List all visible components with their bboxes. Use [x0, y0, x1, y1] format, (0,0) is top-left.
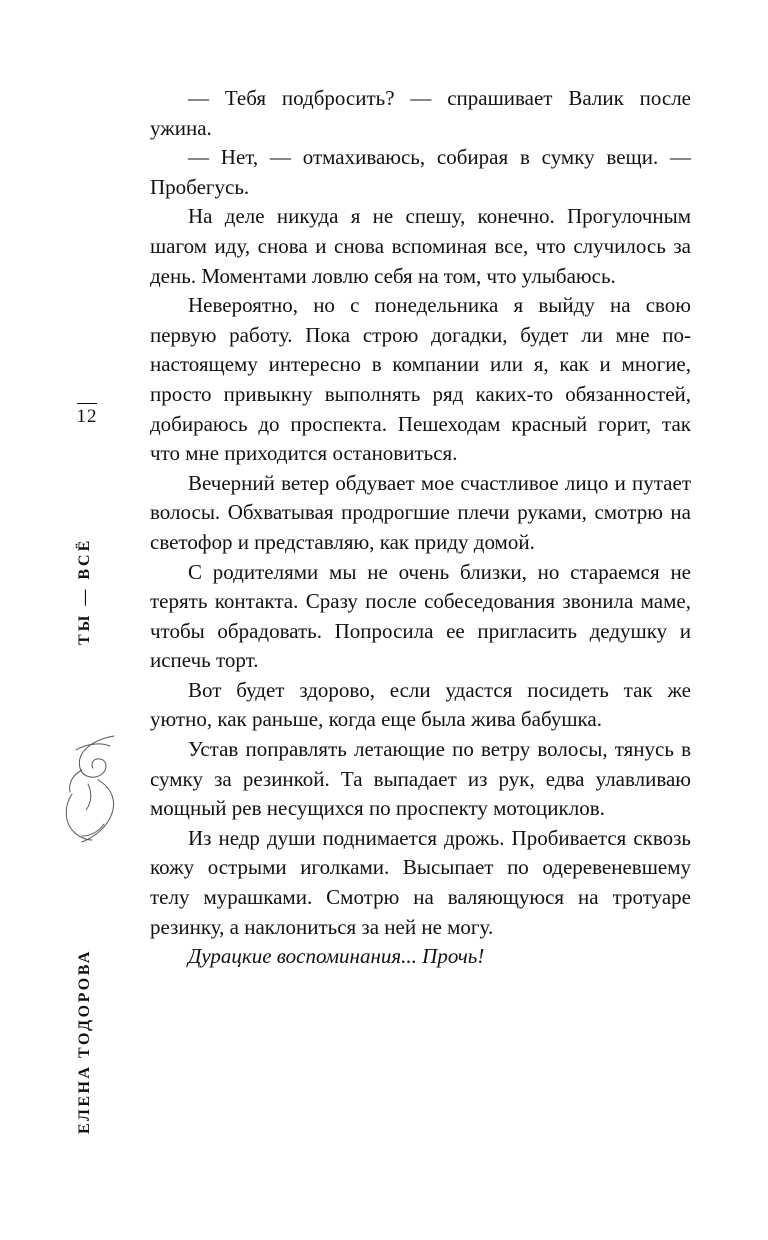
- paragraph: С родителями мы не очень близки, но стараемся не терять контакта. Сразу после собеседования звонила маме, чтобы обрадовать. Попросила ее пригласить дедушку и испечь торт.: [150, 559, 691, 673]
- paragraph: Из недр души поднимается дрожь. Пробивается сквозь кожу острыми иголками. Высыпает по одеревеневшему телу мурашками. Смотрю на валяющуюся на тротуаре резинку, а наклониться за ней не могу.: [150, 825, 691, 939]
- paragraphs-container: [150, 84, 691, 972]
- page-number-block: [74, 403, 100, 426]
- paragraph: Устав поправлять летающие по ветру волосы, тянусь в сумку за резинкой. Та выпадает из рук, едва улавливаю мощный рев несущихся по проспекту мотоциклов.: [150, 737, 691, 821]
- author-name-vertical: ЕЛЕНА ТОДОРОВА: [76, 949, 93, 1134]
- paragraph: — Тебя подбросить? — спрашивает Валик после ужина.: [150, 86, 691, 140]
- paragraph: На деле никуда я не спешу, конечно. Прогулочным шагом иду, снова и снова вспоминая все, что случилось за день. Моментами ловлю себя на том, что улыбаюсь.: [150, 204, 691, 288]
- paragraph: — Нет, — отмахиваюсь, собирая в сумку вещи. — Пробегусь.: [150, 145, 691, 199]
- paragraph: Дурацкие воспоминания... Прочь!: [188, 944, 485, 969]
- book-title-vertical: ТЫ — ВСЁ: [76, 537, 93, 645]
- paragraph: Вечерний ветер обдувает мое счастливое лицо и путает волосы. Обхватывая продрогшие плечи руками, смотрю на светофор и представляю, как приду домой.: [150, 470, 691, 554]
- paragraph: Невероятно, но с понедельника я выйду на свою первую работу. Пока строю догадки, будет ли мне по-настоящему интересно в компании или я, как и многие, просто привыкну выполнять ряд каких-то обязанностей, добираюсь до проспекта. Пешеходам красный горит, так что мне приходится остановиться.: [150, 293, 691, 466]
- decorative-sketch-illustration: [52, 730, 134, 852]
- sketch-face-icon: [52, 730, 134, 852]
- paragraph: Вот будет здорово, если удастся посидеть так же уютно, как раньше, когда еще была жива бабушка.: [150, 677, 691, 732]
- page-number-rule: [77, 403, 97, 404]
- page-number: 12: [76, 406, 98, 427]
- body-text: [150, 84, 691, 972]
- left-margin: [0, 0, 150, 1240]
